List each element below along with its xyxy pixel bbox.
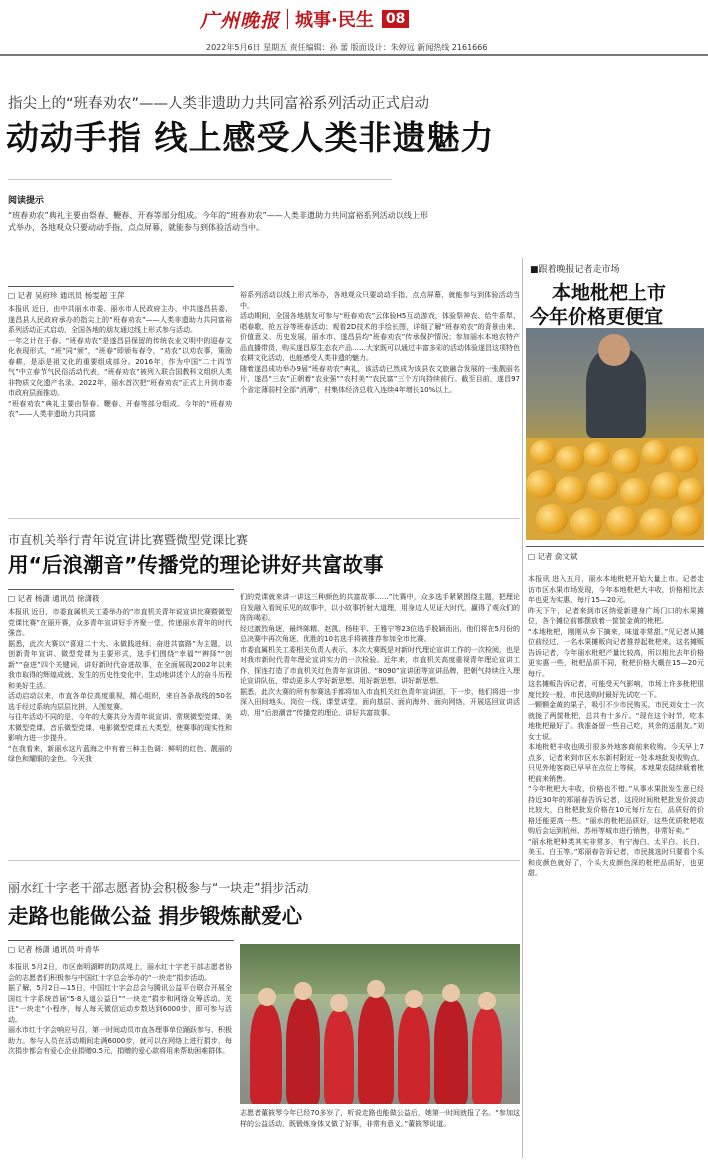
story3-headline: 走路也能做公益 捐步锻炼献爱心 bbox=[8, 904, 303, 928]
story2-column-1: 本报讯 近日，市委直属机关工委举办的“市直机关青年说宣讲比赛暨微型党课比赛”在丽开赛，众多青年宣讲好手齐聚一堂，传递丽水青年的时代强音。 据悉，此次大赛以“喜迎二十大、永做践进师、奋进共富路”为主题，以创新青年宣讲、微型党课为主要形式，选手们围绕“幸福”“辨择”“创新”“奋进”四个关键词，讲好新时代奋进故事，在全面展现2002年以来我市取得的辉煌成就、发生的历史性变化中，生动地讲述个人的奋斗历程和美好生活。 活动启动以来，市直各单位高度重视，精心组织，来自各条战线的50名选手经过系统内层层比拼，入围复赛。 与往年活动不同的是，今年的大赛共分为青年说宣讲、常规微型党课、美术微型党课、音乐微型党课、电影微型党课五大类型，使赛事的现实性和影响力进一步提升。 “在我看来，新丽水这片蓝海之中有着三种主色调：鲜明的红色、靓丽的绿色和耀眼的金色。今天我 bbox=[8, 608, 232, 763]
loquat-tag: ■跟着晚报记者走市场 bbox=[530, 265, 620, 275]
lead-headline: 动动手指 线上感受人类非遗魅力 bbox=[6, 118, 495, 157]
loquat-body: 本报讯 进入五月，丽水本地枇杷开始大量上市。记者走访市区水果市场发现，今年本地枇杷大丰收，价格相比去年也更为实惠，每斤15—20元。 昨天下午，记者来到市区纳爱新建身广场门口的水果摊位，各个摊位前都摆放着一筐筐金黄的枇杷。 “本地枇杷，刚刚从乡下摘来，味道非常甜。”见记者从摊位前经过，一名水果摊贩向记者推荐起枇杷来。这名摊贩告诉记者，今年丽水枇杷产量比较高，所以相比去年价格更实惠一些，枇杷品质不同，枇杷价格大概在15—20元每斤。 这名摊贩告诉记者，可能受天气影响，市场上许多枇杷很度比较一般，市民选购时最好先试吃一下。 一颗颗金黄的果子，吸引不少市民购买。市民刘女士一次就拢了两筐枇杷，总共有十多斤。“现在这个时节，吃本地枇杷最好了。我准备留一些自己吃，其余的送朋友。”刘女士说。 本地枇杷丰收也吸引很多外地客商前来收购。今天早上7点多，记者来到市区水东新村附近一处本地批发收购点，只见外地客商已早早在点位上等候，本地果农陆续载着枇杷前来销售。 “今年枇杷大丰收，价格也不错。”从事水果批发生意已经持近30年的郑丽春告诉记者，这段时间枇杷批发价波动比较大，白枇杷批发价格在10元每斤左右，品质好的价格还能更高一些。“丽水的枇杷品质好，这些优质枇杷收购后会运到杭州、苏州等城市进行销售，非常好卖。” “丽水枇杷种类其实非常多，有宁海白、太平白、长白、美玉、白玉等。”郑丽春告诉记者，市民挑选时只要看个头和皮颜色就好了，个头大皮颜色深的枇杷品质好，也更甜。 bbox=[528, 575, 704, 877]
loquat-tag-text: 跟着晚报记者走市场 bbox=[538, 265, 620, 275]
story2-byline: □ 记者 杨潇 通讯员 徐潇筱 bbox=[8, 593, 100, 604]
loquat-market-photo bbox=[526, 328, 704, 540]
volunteers-walking-photo bbox=[240, 944, 520, 1104]
vendor-head bbox=[598, 334, 630, 366]
lead-rule bbox=[8, 179, 392, 180]
story3-top-rule bbox=[8, 860, 520, 861]
story2-kicker: 市直机关举行青年说宣讲比赛暨微型党课比赛 bbox=[8, 533, 249, 547]
reading-prompt-text: “班春劝农”典礼主要由祭春、鞭春、开春等部分组成。今年的“班春劝农”——人类非遗助力共同富裕系列活动以线上形式举办，各地观众只要动动手指、点点屏幕，就能参与到体验活动当中。 bbox=[8, 211, 428, 232]
loquat-headline-1: 本地枇杷上市 bbox=[552, 282, 667, 304]
lead-column-1: 本报讯 近日，由中共丽水市委、丽水市人民政府主办，中共遂昌县委、遂昌县人民政府承办的指尖上的“班春劝农”——人类非遗助力共同富裕系列活动正式启动，全国各地的朋友通过线上形式参与活动。 一年之计在于春。“班春劝农”是遂昌县保留的传统农业文明中的迎春文化表现形式，“班”同“颁”，“班春”即颁布春令，“劝农”以劝农事，策励春耕，是添是祖文化的重要组成部分。2016年，作为中国“二十四节气”中立春节气民俗活动代表，“班春劝农”被列入联合国教科文组织人类非物质文化遗产名录。2022年，丽水首次把“班春劝农”正式上升到市委市政府层面推动。 “班春劝农”典礼主要由祭春、鞭春、开春等部分组成。今年的“班春劝农”——人类非遗助力共同富 bbox=[8, 305, 232, 418]
lead-kicker: 指尖上的“班春劝农”——人类非遗助力共同富裕系列活动正式启动 bbox=[8, 96, 430, 112]
story3-byline-rule bbox=[8, 940, 234, 941]
lead-byline: □ 记者 吴府珍 通讯员 杨雯超 王萍 bbox=[8, 290, 125, 301]
loquat-byline-rule bbox=[526, 546, 704, 547]
story2-top-rule bbox=[8, 518, 520, 519]
lead-byline-rule bbox=[8, 286, 234, 287]
story2-byline-rule bbox=[8, 589, 234, 590]
newspaper-logo: 广州晚报 bbox=[200, 9, 281, 32]
lead-column-2: 裕系列活动以线上形式举办，各地观众只要动动手指、点点屏幕，就能参与到体验活动当中。 活动期间，全国各地朋友可参与“班春劝农”云体验H5互动游戏，体验祭神农、给牛系犁、唱春歌、抢五谷等班春活动；观看2D技术的手绘长图，详细了解“班春劝农”的背景由来、价值意义、历史发展，丽水市、遂昌县均“班春劝农”传承保护情况；参加丽水本地农特产品直播带货，购买遂昌原生态农产品……大家既可以通过丰富多彩的活动体验遂昌这项特色农耕文化活动，也能感受人类非遗的魅力。 随着遂昌成功举办9届“班春劝农”典礼，该活动已然成为该县农文旅融合发展的一张靓丽名片，遂昌“三农”正朝着“农业强”“农村美”“农民富”三个方向持续前行。截至目前，遂昌97个省定薄弱村全部“消薄”，村集体经济总收入连续4年增长10%以上。 bbox=[240, 291, 520, 394]
story2-headline: 用“后浪潮音”传播党的理论讲好共富故事 bbox=[8, 553, 384, 577]
story3-column-1: 本报讯 5月2日，市区南明湖畔的防洪堤上，丽水红十字老干部志愿者协会的志愿者们积极参与中国红十字总会举办的“一块走”捐步活动。 据了解，5月2日—15日，中国红十字会总会与腾讯公益平台联合开展全国红十字系统首届“5·8人道公益日”“一块走”捐步和网络众筹活动。关注“一块走”小程序，每人每天微信运动步数达到6000步，即可参与活动。 丽水市红十字会响应号召，第一时间动员市直各理事单位踊跃参与、积极助力。参与人员在活动期间走满6000步，就可以在网络上进行捐步，每次捐步都会有爱心企业捐赠0.5元，捐赠的爱心款将用来帮助困难群体。 bbox=[8, 963, 232, 1055]
header-rule bbox=[0, 54, 708, 56]
reading-prompt-label: 阅读提示 bbox=[8, 196, 45, 206]
story2-column-2: 们的党课就来讲一讲这三种颜色的共富故事……”比赛中，众多选手紧紧围绕主题，把理论自发融入看间乐见的故事中，以小故事折射大道理，用身边人见证大时代，赢得了观众们的阵阵喝彩。 经过激烈角逐，最终陈精、赵凯、杨桂平、王雅宁等23位选手脱颖而出，他们将在5月份的总决赛中再次角逐，优胜的10名选手将被推荐参加全市比赛。 市委直属机关工委相关负责人表示，本次大赛既是对新时代理论宣讲工作的一次检阅，也是对我市新时代青年理论宣讲实力的一次检验。近年来，市直机关高度重视青年理论宣讲工作，探连打造了市直机关红色青年宣讲团、“8090”宣讲团等宣讲品牌，把朝气持续注入理论宣讲队伍，带动更多人学好新思想、用好新思想、讲好新思想。 据悉，此次大赛的所有参赛选手都将加入市直机关红色青年宣讲团，下一步，他们将进一步深入田间地头、岗位一线、课堂讲堂，面向基层、面向海外、面向网络，开展巡回宣讲活动，用“后浪潮音”传播党的理论、讲好共富故事。 bbox=[240, 593, 520, 717]
masthead-divider bbox=[287, 9, 288, 29]
story3-kicker: 丽水红十字老干部志愿者协会积极参与“一块走”捐步活动 bbox=[8, 881, 309, 895]
loquat-headline-2: 今年价格更便宜 bbox=[530, 306, 664, 328]
story3-column-2: 志愿者董筱琴今年已经70多岁了，听说走路也能做公益后，她第一时间就报了名。“参加这样的公益活动，既锻炼身体又做了好事，非常有意义。”董筱琴说道。 bbox=[240, 1109, 520, 1128]
page-number: 08 bbox=[382, 10, 409, 28]
loquat-byline: □ 记者 俞文斌 bbox=[528, 551, 577, 562]
column-divider bbox=[522, 258, 523, 1158]
dateline: 2022年5月6日 星期五 责任编辑：孙 蕾 版面设计：朱婷远 新闻热线 2161666 bbox=[206, 43, 488, 52]
masthead bbox=[200, 6, 500, 32]
section-title: 城事·民生 bbox=[295, 10, 374, 31]
story3-byline: □ 记者 杨潇 通讯员 叶青华 bbox=[8, 944, 100, 955]
